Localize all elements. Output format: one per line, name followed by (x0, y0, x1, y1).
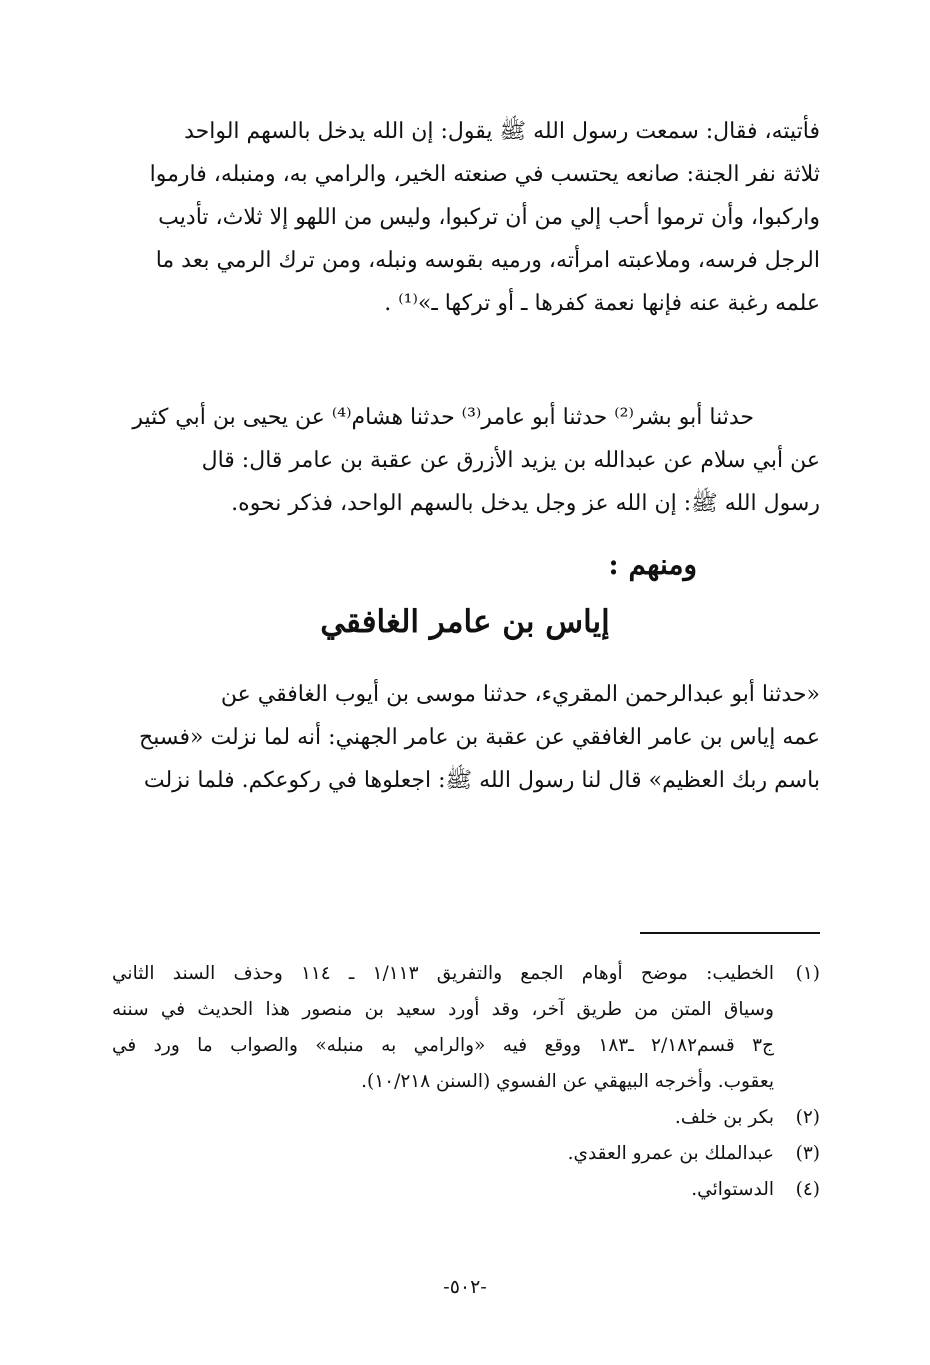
footnote-number: (١) (795, 963, 820, 984)
text-line: عن أبي سلام عن عبدالله بن يزيد الأزرق عن عقبة بن عامر قال: قال (201, 448, 820, 473)
text-line: حدثنا أبو بشر⁽²⁾ حدثنا أبو عامر⁽³⁾ حدثنا هشام⁽⁴⁾ عن يحيى بن أبي كثير (132, 405, 754, 430)
footnote-text (112, 956, 774, 1100)
text-line: فأتيته، فقال: سمعت رسول الله ﷺ يقول: إن الله يدخل بالسهم الواحد (184, 119, 820, 144)
text-line: ثلاثة نفر الجنة: صانعه يحتسب في صنعته الخير، والرامي به، ومنبله، فارموا (149, 162, 820, 187)
footnote-text (112, 1100, 774, 1136)
footnote-line: بكر بن خلف. (674, 1107, 774, 1128)
footnote-2 (112, 1100, 820, 1136)
paragraph-hadith-continuation (112, 110, 820, 325)
text-line: علمه رغبة عنه فإنها نعمة كفرها ـ أو تركها ـ»⁽¹⁾ . (384, 291, 820, 316)
text-line: عمه إياس بن عامر الغافقي عن عقبة بن عامر الجهني: أنه لما نزلت «فسبح (139, 725, 820, 750)
text-line: الرجل فرسه، وملاعبته امرأته، ورميه بقوسه ونبله، ومن ترك الرمي بعد ما (155, 248, 820, 273)
footnote-line: الخطيب: موضح أوهام الجمع والتفريق ١/١١٣ ـ ١١٤ وحذف السند الثاني (112, 963, 774, 984)
footnotes (112, 956, 820, 1208)
footnote-line: عبدالملك بن عمرو العقدي. (567, 1143, 774, 1164)
footnote-1 (112, 956, 820, 1100)
footnote-number: (٣) (795, 1143, 820, 1164)
footnote-number: (٢) (795, 1107, 820, 1128)
footnote-4 (112, 1172, 820, 1208)
text-line: باسم ربك العظيم» قال لنا رسول الله ﷺ: اجعلوها في ركوعكم. فلما نزلت (143, 768, 820, 793)
section-heading: إياس بن عامر الغافقي (320, 604, 610, 640)
text-line: رسول الله ﷺ: إن الله عز وجل يدخل بالسهم الواحد، فذكر نحوه. (231, 491, 820, 516)
footnote-number: (٤) (795, 1179, 820, 1200)
section-label: ومنهم : (608, 548, 697, 581)
footnote-line: ج٣ قسم٢/١٨٢ ـ١٨٣ ووقع فيه «والرامي به منبله» والصواب ما ورد في (112, 1035, 774, 1056)
footnote-separator (640, 932, 820, 934)
footnote-line: الدستوائي. (691, 1179, 774, 1200)
footnote-text (112, 1172, 774, 1208)
page-number: -٥٠٢- (443, 1276, 487, 1298)
footnote-text (112, 1136, 774, 1172)
footnote-3 (112, 1136, 820, 1172)
text-line: «حدثنا أبو عبدالرحمن المقريء، حدثنا موسى بن أيوب الغافقي عن (220, 682, 820, 707)
footnote-line: وسياق المتن من طريق آخر، وقد أورد سعيد بن منصور هذا الحديث في سننه (112, 999, 774, 1020)
paragraph-isnad (112, 396, 820, 525)
footnote-line: يعقوب. وأخرجه البيهقي عن الفسوي (السنن ١٠/٢١٨). (361, 1071, 774, 1092)
text-line: واركبوا، وأن ترموا أحب إلي من أن تركبوا، وليس من اللهو إلا ثلاث، تأديب (158, 205, 820, 230)
paragraph-narration (112, 673, 820, 802)
